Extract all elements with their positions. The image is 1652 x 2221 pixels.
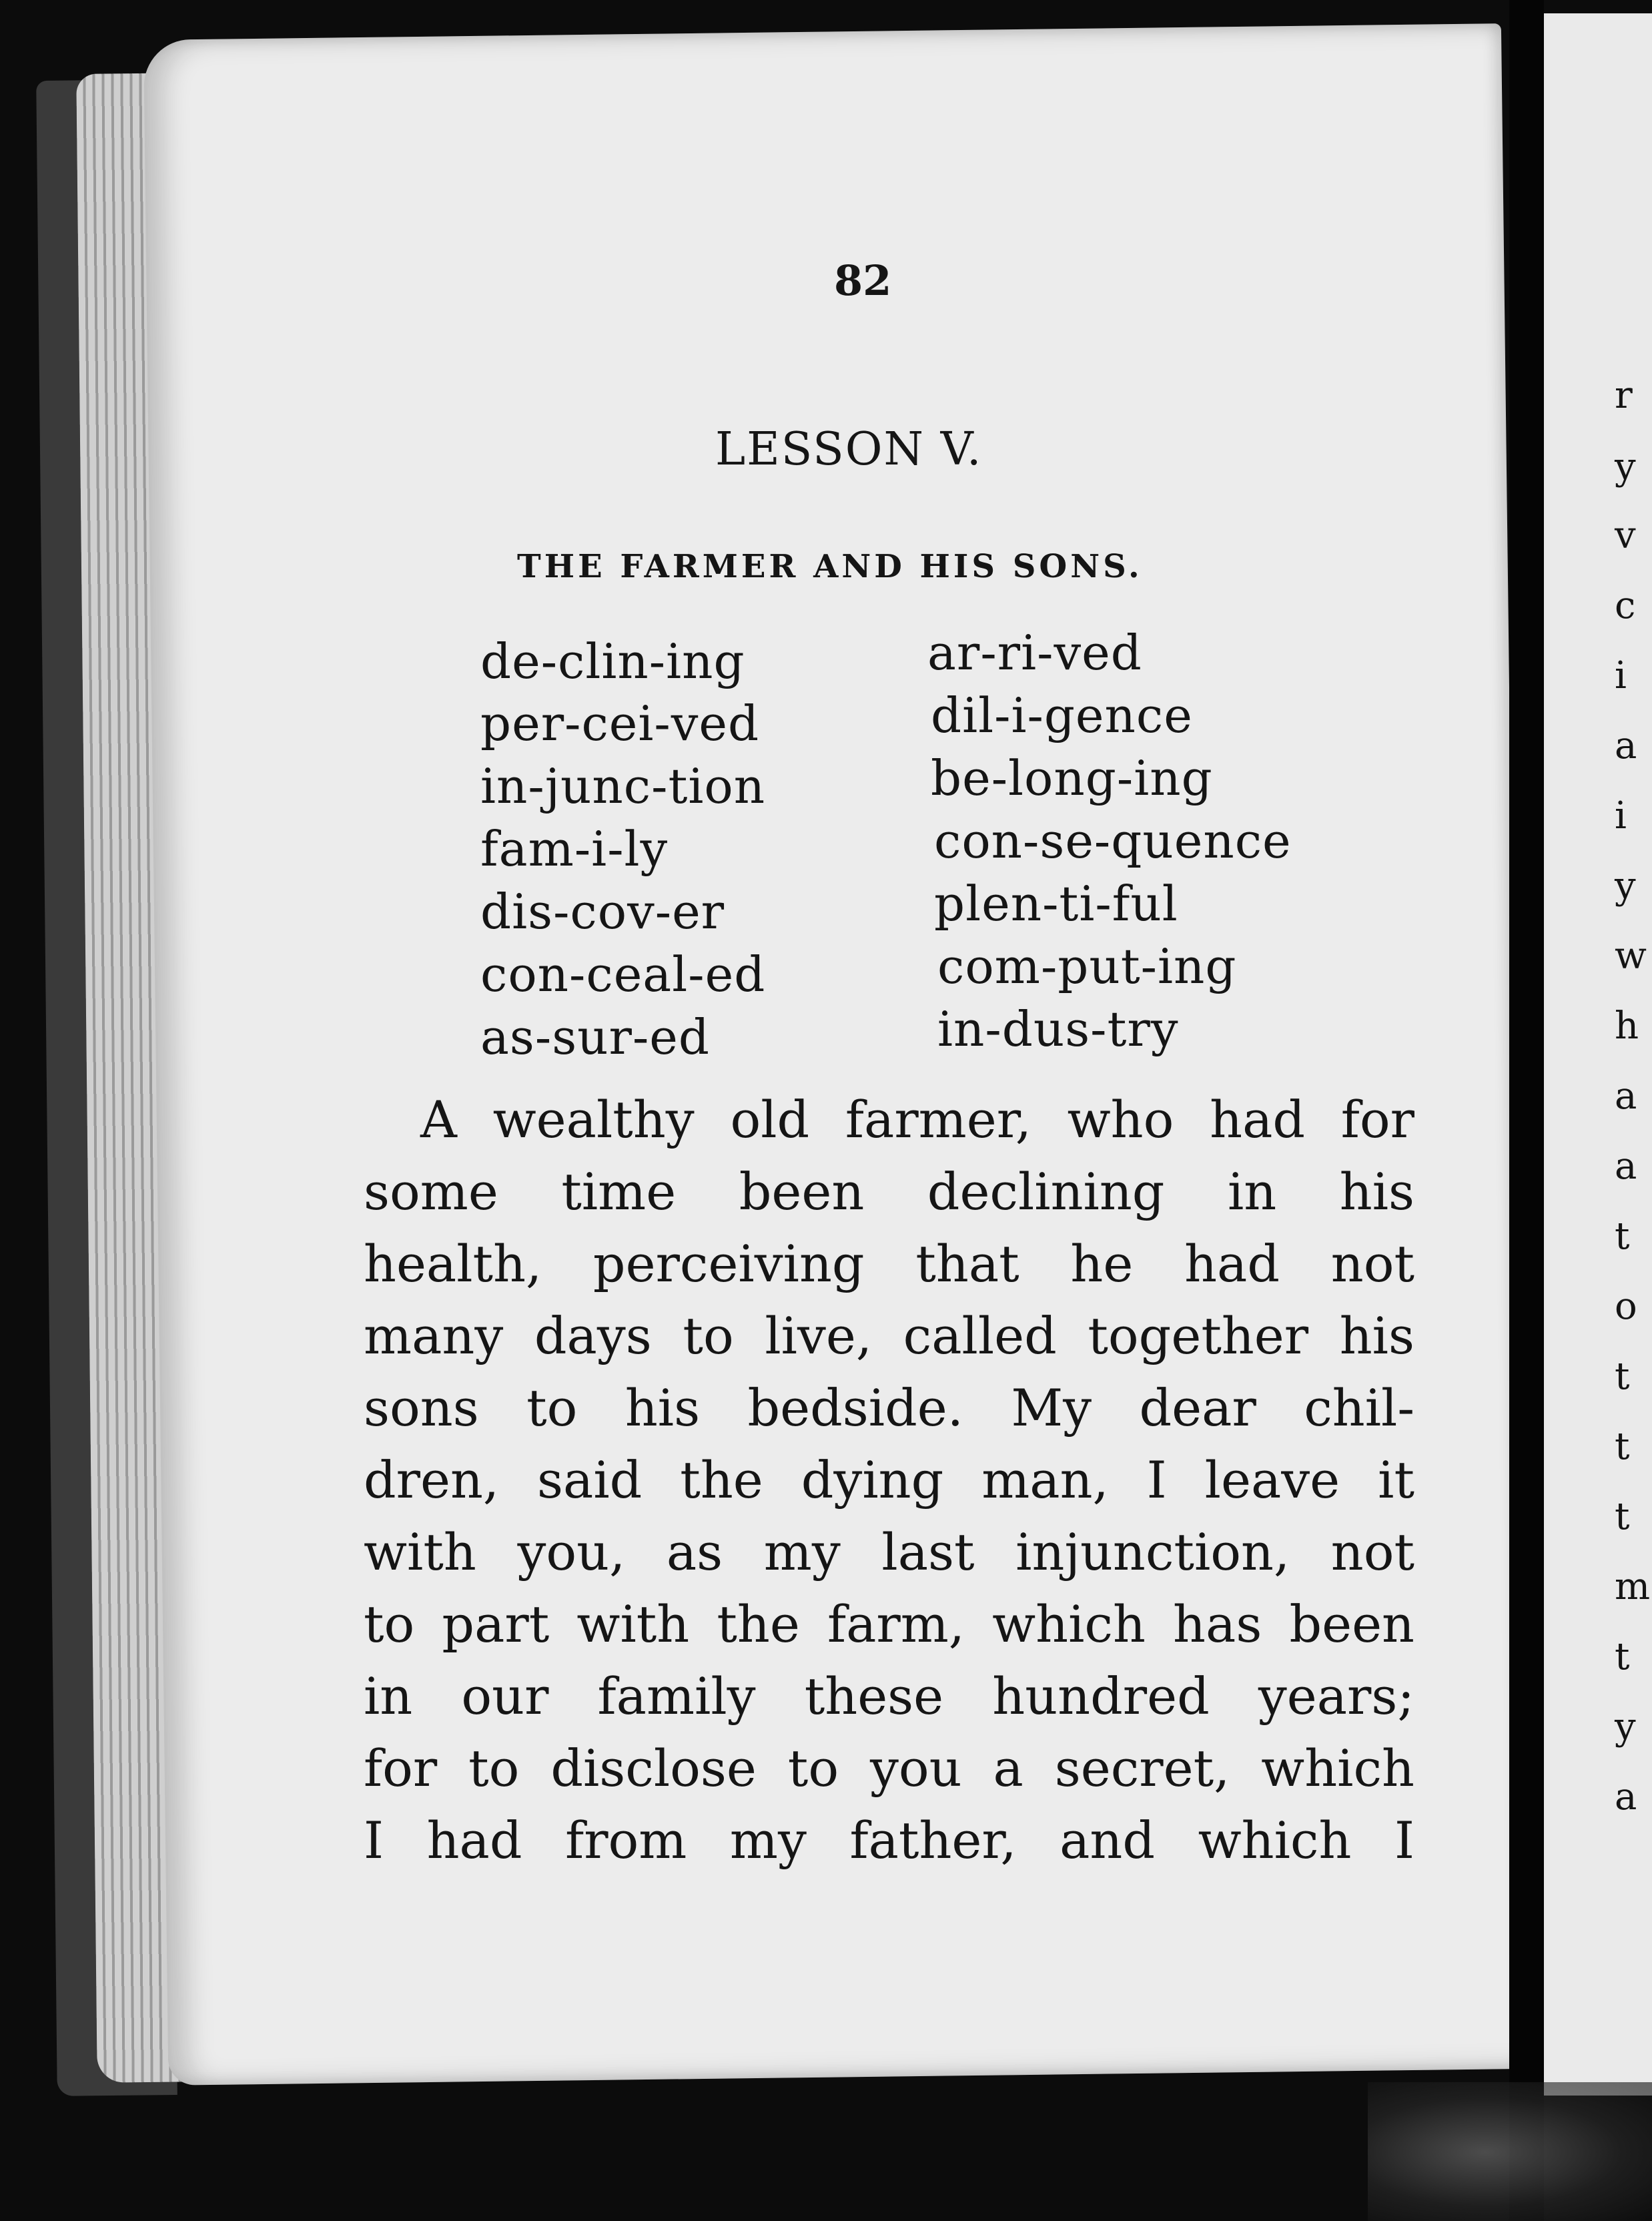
body-text-line: I had from my father, and which I bbox=[364, 1811, 1414, 1870]
spelling-word: plen-ti-ful bbox=[934, 876, 1178, 932]
body-text-line: health, perceiving that he had not bbox=[364, 1234, 1414, 1293]
body-text-line: some time been declining in his bbox=[364, 1162, 1414, 1221]
facing-page-fragment: y bbox=[1615, 445, 1636, 489]
book-gutter bbox=[1509, 0, 1544, 2221]
facing-page-fragment: c bbox=[1615, 584, 1636, 627]
spelling-word: dis-cov-er bbox=[480, 884, 725, 940]
story-title: THE FARMER AND HIS SONS. bbox=[517, 548, 1143, 585]
facing-page-fragment: y bbox=[1615, 1705, 1636, 1749]
body-text-line: many days to live, called together his bbox=[364, 1306, 1414, 1365]
spelling-word: con-se-quence bbox=[934, 813, 1292, 869]
spelling-word: fam-i-ly bbox=[480, 821, 669, 877]
body-text-line: to part with the farm, which has been bbox=[364, 1594, 1414, 1654]
scan-noise bbox=[1368, 2082, 1652, 2221]
spelling-word: as-sur-ed bbox=[480, 1009, 710, 1065]
facing-page-fragment: t bbox=[1615, 1215, 1630, 1258]
lesson-title: LESSON V. bbox=[715, 423, 983, 476]
body-text-line: dren, said the dying man, I leave it bbox=[364, 1450, 1414, 1510]
facing-page-fragment: t bbox=[1615, 1635, 1630, 1678]
facing-page-fragments bbox=[1615, 0, 1652, 2221]
facing-page-fragment: y bbox=[1615, 864, 1636, 908]
facing-page-fragment: h bbox=[1615, 1004, 1639, 1048]
facing-page-fragment: t bbox=[1615, 1425, 1630, 1468]
facing-page-fragment: t bbox=[1615, 1355, 1630, 1398]
spelling-word: de-clin-ing bbox=[480, 633, 745, 689]
spelling-word: in-junc-tion bbox=[480, 758, 766, 814]
facing-page-fragment: a bbox=[1615, 1074, 1637, 1118]
body-text-line: A wealthy old farmer, who had for bbox=[420, 1090, 1414, 1149]
facing-page-fragment: o bbox=[1615, 1285, 1637, 1328]
facing-page-fragment: m bbox=[1615, 1565, 1651, 1608]
page-number: 82 bbox=[834, 256, 892, 305]
body-text-line: with you, as my last injunction, not bbox=[364, 1522, 1414, 1582]
spelling-word: com-put-ing bbox=[937, 938, 1237, 994]
facing-page-fragment: a bbox=[1615, 1145, 1637, 1188]
spelling-word: ar-ri-ved bbox=[927, 625, 1142, 681]
body-text-line: for to disclose to you a secret, which bbox=[364, 1738, 1414, 1798]
facing-page-fragment: a bbox=[1615, 1775, 1637, 1819]
spelling-word: dil-i-gence bbox=[931, 687, 1193, 743]
facing-page-fragment: i bbox=[1615, 794, 1627, 838]
body-text-line: sons to his bedside. My dear chil- bbox=[364, 1378, 1414, 1438]
facing-page-fragment: r bbox=[1615, 374, 1633, 417]
facing-page-fragment: w bbox=[1615, 934, 1647, 978]
spelling-word: be-long-ing bbox=[931, 750, 1213, 806]
spelling-word: in-dus-try bbox=[937, 1001, 1179, 1057]
facing-page-fragment: v bbox=[1615, 514, 1636, 557]
facing-page-fragment: a bbox=[1615, 724, 1637, 767]
spelling-word: per-cei-ved bbox=[480, 695, 760, 751]
facing-page-fragment: t bbox=[1615, 1495, 1630, 1538]
body-text-line: in our family these hundred years; bbox=[364, 1666, 1414, 1726]
spelling-word: con-ceal-ed bbox=[480, 946, 766, 1002]
facing-page-fragment: i bbox=[1615, 654, 1627, 697]
